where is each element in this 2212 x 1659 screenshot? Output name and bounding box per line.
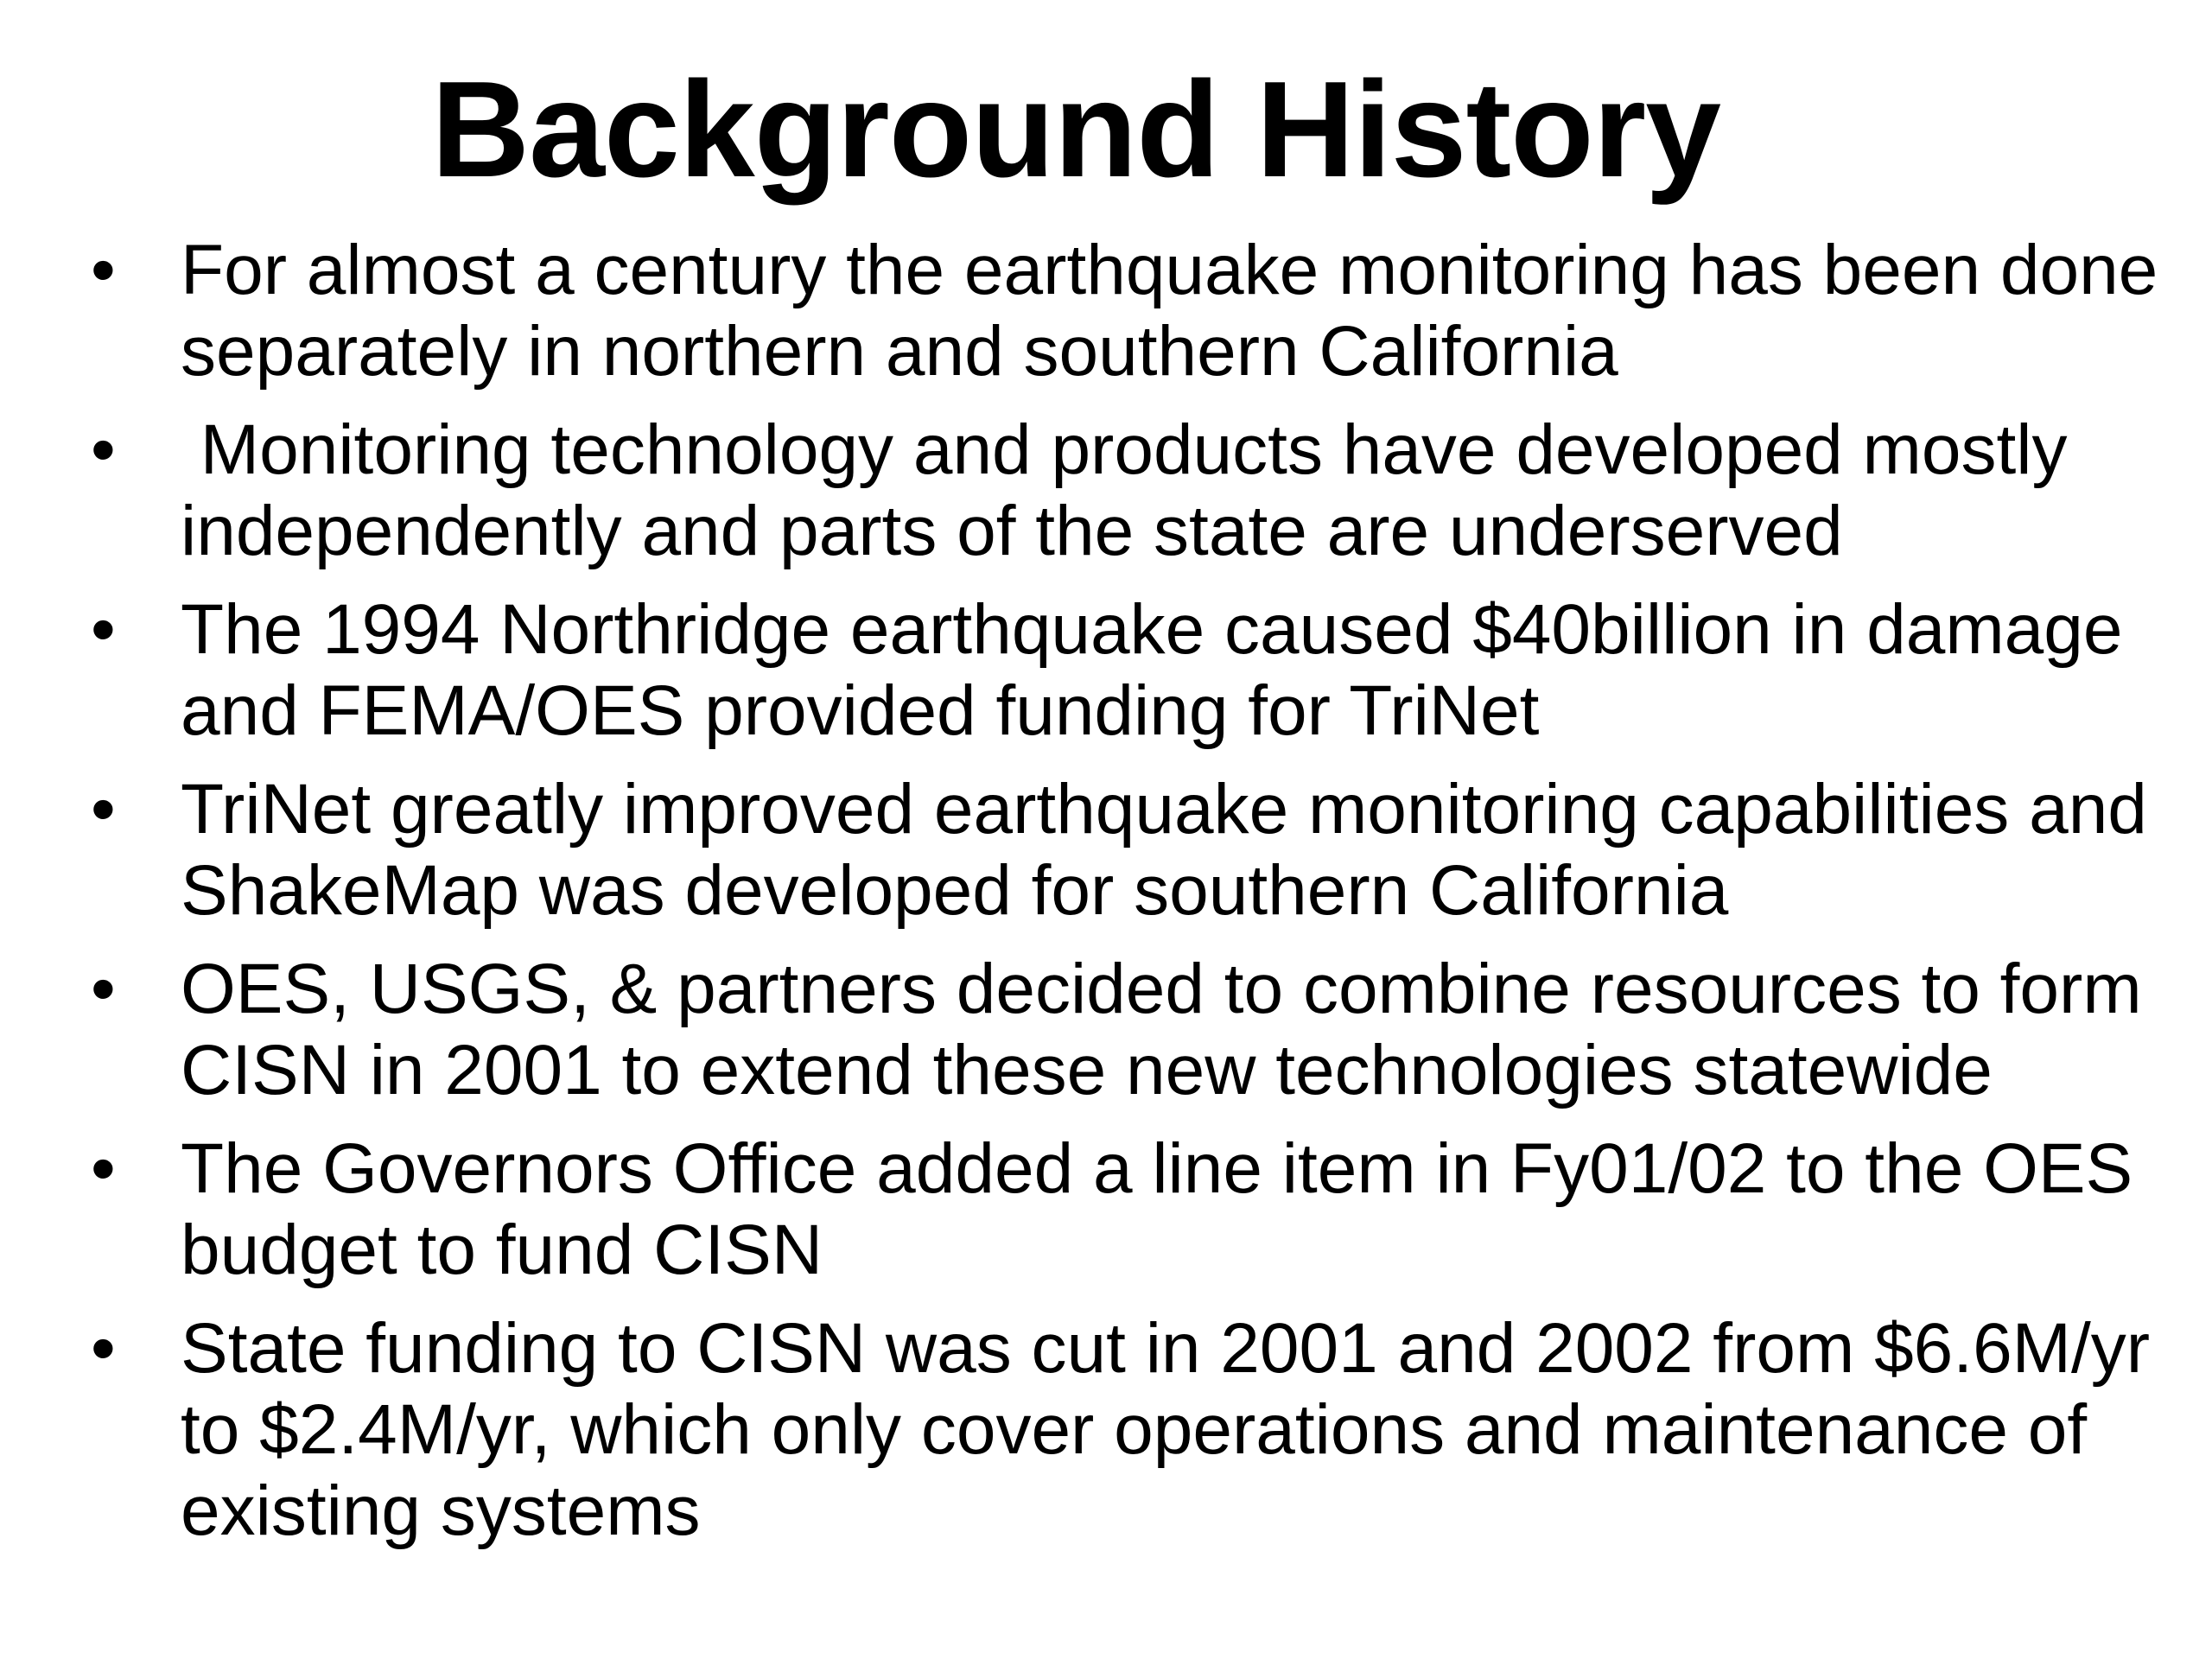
bullet-item: [91, 410, 2199, 572]
bullet-marker: •: [91, 231, 116, 309]
bullet-marker: •: [91, 1309, 116, 1388]
bullet-marker: •: [91, 950, 116, 1028]
bullet-text: OES, USGS, & partners decided to combine resources to form CISN in 2001 to extend these new technologies statewide: [181, 950, 2162, 1109]
bullet-marker: •: [91, 590, 116, 669]
bullet-item: [91, 230, 2199, 392]
bullet-text: State funding to CISN was cut in 2001 and 2002 from $6.6M/yr to $2.4M/yr, which only cover operations and maintenance of existing systems: [181, 1309, 2170, 1550]
bullet-marker: •: [91, 410, 116, 489]
bullet-item: [91, 769, 2199, 931]
bullet-text: TriNet greatly improved earthquake monitoring capabilities and ShakeMap was developed for southern California: [181, 770, 2167, 930]
bullet-text: The 1994 Northridge earthquake caused $40billion in damage and FEMA/OES provided funding for TriNet: [181, 590, 2143, 750]
bullet-text: For almost a century the earthquake monitoring has been done separately in northern and southern California: [181, 231, 2178, 391]
bullet-marker: •: [91, 770, 116, 849]
slide-title: Background History: [430, 54, 1721, 206]
bullet-item: [91, 1308, 2199, 1552]
bullet-list: [91, 230, 2199, 1569]
bullet-text: The Governors Office added a line item in Fy01/02 to the OES budget to fund CISN: [181, 1129, 2153, 1289]
bullet-item: [91, 949, 2199, 1111]
bullet-marker: •: [91, 1129, 116, 1208]
bullet-item: [91, 589, 2199, 752]
bullet-item: [91, 1128, 2199, 1291]
bullet-text: Monitoring technology and products have developed mostly independently and parts of the state are underserved: [181, 410, 2088, 570]
